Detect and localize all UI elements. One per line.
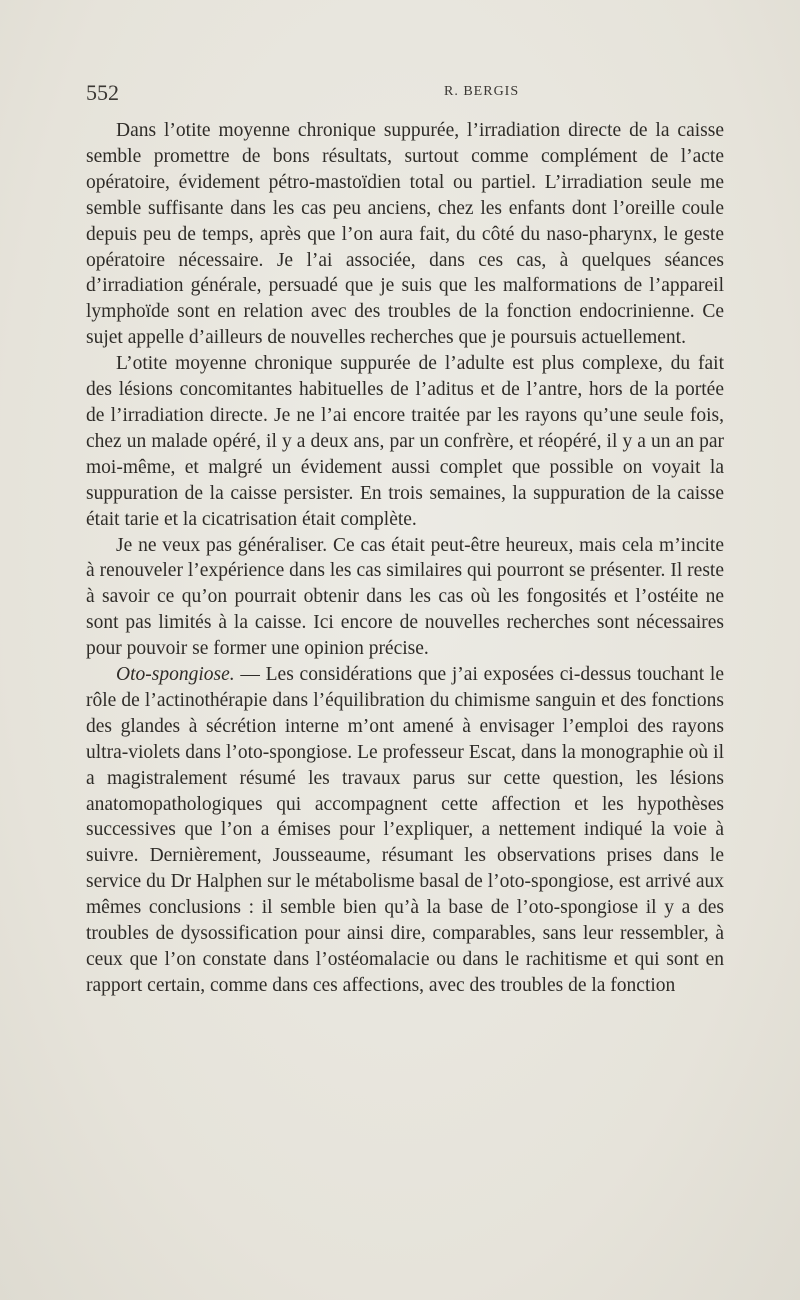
paragraph-4-text: — Les considérations que j’ai exposées ci-dessus touchant le rôle de l’actinothérapie dans l’équilibration du chimisme sanguin et des fonctions des glandes à sécrétion interne m’ont amené à envisager l’emploi des rayons ultra-violets dans l’oto-spongiose. Le professeur Escat, dans la monographie où il a magistralement résumé les travaux parus sur cette question, les lésions anatomopathologiques qui accompagnent cette affection et les hypothèses successives que l’on a émises pour l’expliquer, a nettement indiqué la voie à suivre. Dernièrement, Jousseaume, résumant les observations prises dans le service du Dr Halphen sur le métabolisme basal de l’oto-spongiose, est arrivé aux mêmes conclusions : il semble bien qu’à la base de l’oto-spongiose il y a des troubles de dysossification pour ainsi dire, comparables, sans leur ressembler, à ceux que l’on constate dans l’ostéomalacie ou dans le rachitisme et qui sont en rapport certain, comme dans ces affections, avec des troubles de la fonction (86, 664, 724, 996)
paragraph-3: Je ne veux pas généraliser. Ce cas était peut-être heureux, mais cela m’incite à renouveler l’expérience dans les cas similaires qui pourront se présenter. Il reste à savoir ce qu’on pourrait obtenir dans les cas où les fongosités et l’ostéite ne sont pas limités à la caisse. Ici encore de nouvelles recherches sont nécessaires pour pouvoir se former une opinion précise. (86, 534, 724, 660)
section-lead: Oto-spongiose. (116, 664, 235, 686)
body-text (86, 118, 724, 999)
page-header (86, 80, 724, 106)
running-head: R. BERGIS (444, 84, 520, 99)
paragraph-4 (86, 662, 724, 999)
paragraph-2: L’otite moyenne chronique suppurée de l’adulte est plus complexe, du fait des lésions concomitantes habituelles de l’aditus et de l’antre, hors de la portée de l’irradiation directe. Je ne l’ai encore traitée par les rayons qu’une seule fois, chez un malade opéré, il y a deux ans, par un confrère, et réopéré, il y a un an par moi-même, et malgré un évidement aussi complet que possible on voyait la suppuration de la caisse persister. En trois semaines, la suppuration de la caisse était tarie et la cicatrisation était complète. (86, 353, 724, 530)
page-number: 552 (86, 80, 119, 105)
paragraph-1: Dans l’otite moyenne chronique suppurée, l’irradiation directe de la caisse semble promettre de bons résultats, surtout comme complément de l’acte opératoire, évidement pétro-mastoïdien total ou partiel. L’irradiation seule me semble suffisante dans les cas peu anciens, chez les enfants dont l’oreille coule depuis peu de temps, après que l’on aura fait, du côté du naso-pharynx, le geste opératoire nécessaire. Je l’ai associée, dans ces cas, à quelques séances d’irradiation générale, persuadé que je suis que les malformations de l’appareil lymphoïde sont en relation avec des troubles de la fonction endocrinienne. Ce sujet appelle d’ailleurs de nouvelles recherches que je poursuis actuellement. (86, 120, 724, 349)
